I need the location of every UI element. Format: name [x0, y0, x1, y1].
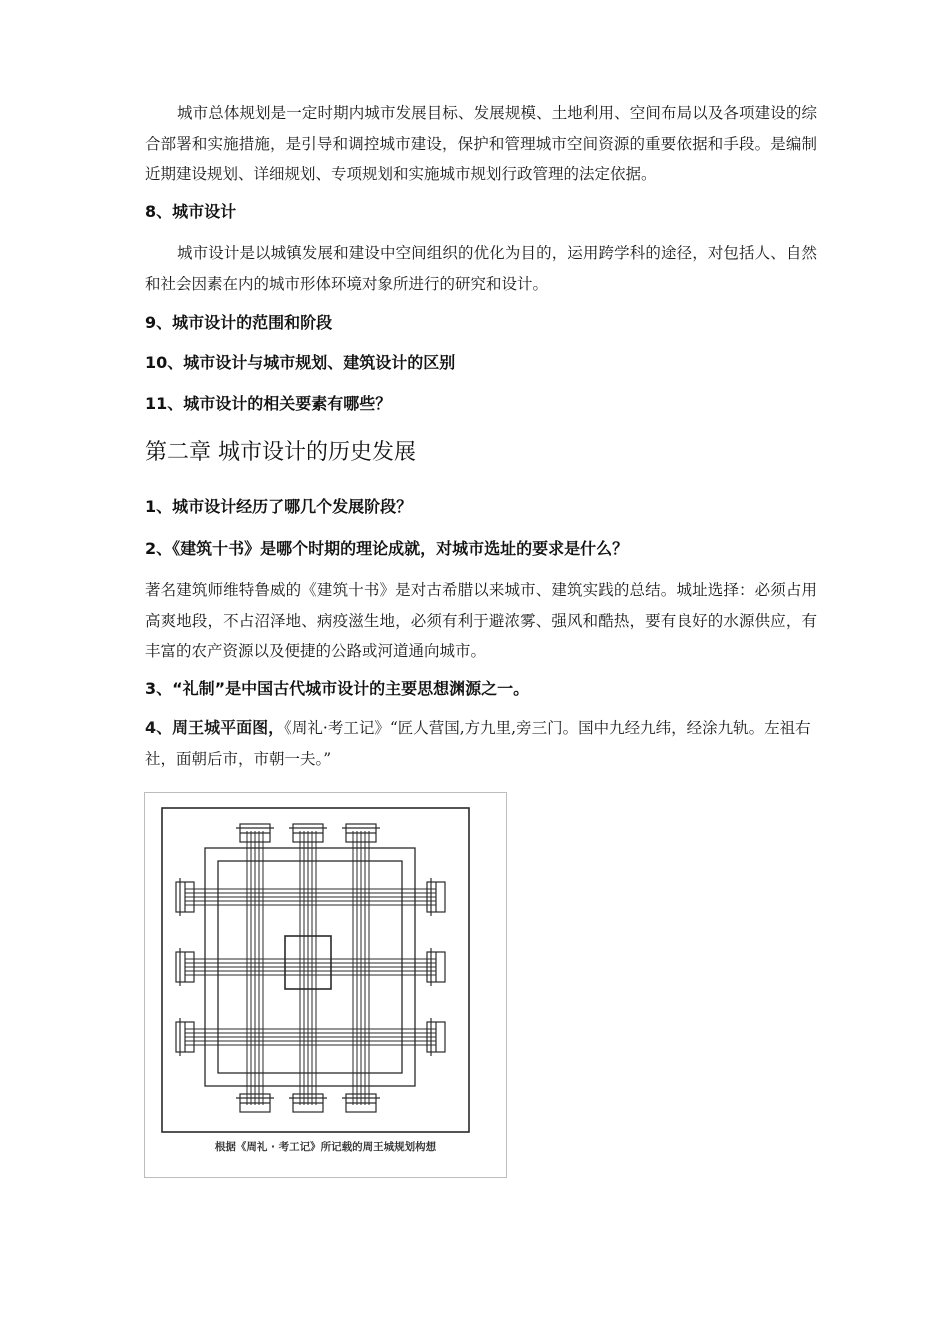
question-9: 9、城市设计的范围和阶段	[145, 313, 333, 332]
question-10: 10、城市设计与城市规划、建筑设计的区别	[145, 353, 456, 372]
chapter-2-question-2-answer: 著名建筑师维特鲁威的《建筑十书》是对古希腊以来城市、建筑实践的总结。城址选择：必须占用高爽地段，不占沼泽地、病疫滋生地，必须有利于避浓雾、强风和酷热，要有良好的水源供应，有丰富的农产资源以及便捷的公路或河道通向城市。	[145, 581, 817, 660]
zhou-city-plan-figure	[144, 792, 507, 1178]
chapter-2-question-2: 2、《建筑十书》是哪个时期的理论成就，对城市选址的要求是什么？	[145, 539, 629, 558]
question-4-bold: 4、周王城平面图，	[145, 718, 285, 737]
question-4-text: 《周礼·考工记》“匠人营国,方九里,旁三门。国中九经九纬，经涂九轨。左祖右社，面朝后市，市朝一夫。”	[145, 719, 811, 768]
chapter-2-title: 第二章 城市设计的历史发展	[145, 440, 416, 465]
zhou-city-plan-drawing	[145, 793, 506, 1177]
chapter-2-question-1: 1、城市设计经历了哪几个发展阶段？	[145, 497, 413, 516]
section-8-heading: 8、城市设计	[145, 202, 237, 221]
question-11: 11、城市设计的相关要素有哪些？	[145, 394, 392, 413]
section-8-body: 城市设计是以城镇发展和建设中空间组织的优化为目的，运用跨学科的途径，对包括人、自然和社会因素在内的城市形体环境对象所进行的研究和设计。	[145, 244, 817, 293]
intro-paragraph: 城市总体规划是一定时期内城市发展目标、发展规模、土地利用、空间布局以及各项建设的综合部署和实施措施，是引导和调控城市建设，保护和管理城市空间资源的重要依据和手段。是编制近期建设规划、详细规划、专项规划和实施城市规划行政管理的法定依据。	[145, 104, 817, 183]
chapter-2-question-4	[145, 713, 817, 774]
chapter-2-question-3: 3、“礼制”是中国古代城市设计的主要思想渊源之一。	[145, 679, 530, 698]
figure-caption: 根据《周礼 · 考工记》所记载的周王城规划构想	[214, 1141, 437, 1153]
